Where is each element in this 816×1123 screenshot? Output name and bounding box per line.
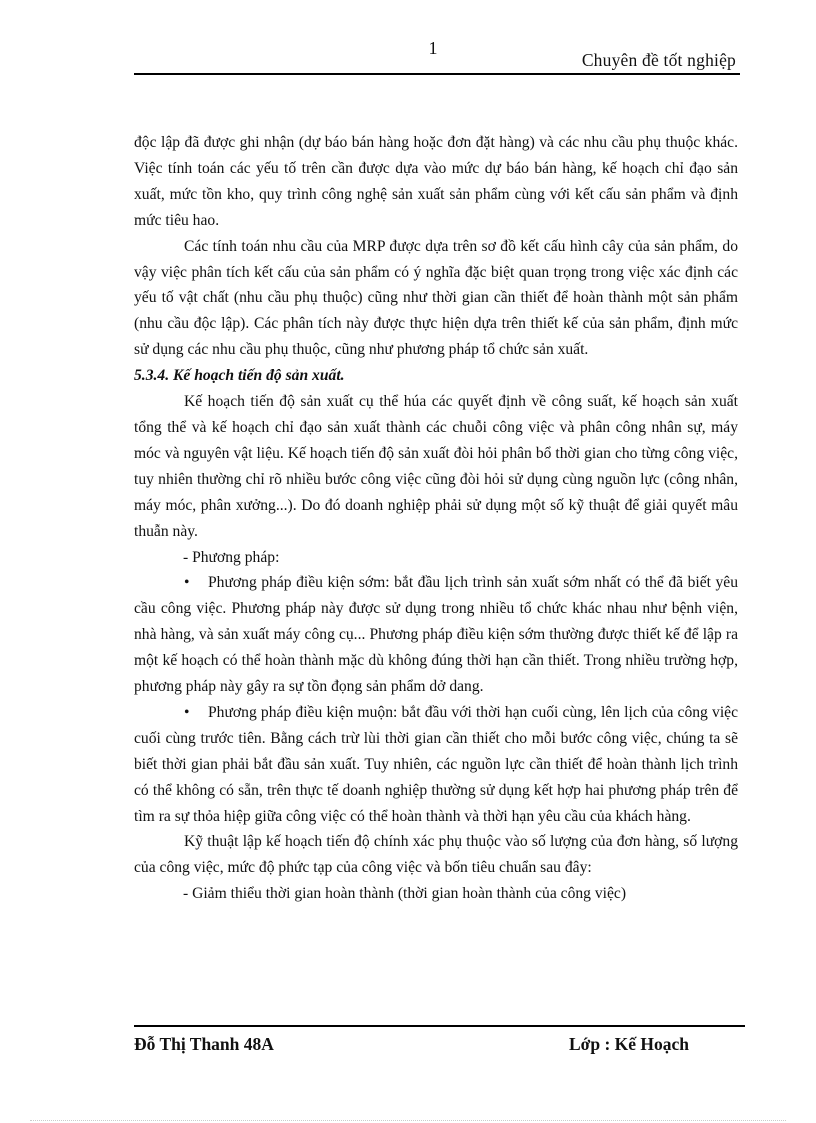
bullet-text: Phương pháp điều kiện sớm: bắt đầu lịch trình sản xuất sớm nhất có thể đã biết yêu cầu công việc. Phương pháp này được sử dụng trong nhiều tổ chức khác nhau như bệnh viện, nhà hàng, và sản xuất máy công cụ... Phương pháp điều kiện sớm thường được thiết kế để lập ra một kế hoạch có thể hoàn thành mặc dù không đúng thời hạn cần thiết. Trong nhiều trường hợp, phương pháp này gây ra sự tồn đọng sản phẩm dở dang.	[134, 574, 738, 696]
page-edge-dotted-line	[30, 1120, 786, 1121]
paragraph-continuation: độc lập đã được ghi nhận (dự báo bán hàng hoặc đơn đặt hàng) và các nhu cầu phụ thuộc khác. Việc tính toán các yếu tố trên cần được dựa vào mức dự báo bán hàng, kế hoạch chỉ đạo sản xuất, mức tồn kho, quy trình công nghệ sản xuất sản phẩm cùng với kết cấu sản phẩm và định mức tiêu hao.	[134, 134, 738, 229]
page-number: 1	[428, 38, 438, 58]
footer-author: Đỗ Thị Thanh 48A	[134, 1034, 274, 1054]
bullet-icon: •	[184, 574, 190, 592]
paragraph-scheduling: Kế hoạch tiến độ sản xuất cụ thể húa các quyết định về công suất, kế hoạch sản xuất tổng thể và kế hoạch chỉ đạo sản xuất thành các chuỗi công việc và phân công nhân sự, máy móc và nguyên vật liệu. Kế hoạch tiến độ sản xuất đòi hỏi phân bổ thời gian cho từng công việc, tuy nhiên thường chỉ rõ nhiều bước công việc cũng đòi hỏi sử dụng cùng nguồn lực (công nhân, máy móc, phân xưởng...). Do đó doanh nghiệp phải sử dụng một số kỹ thuật để giải quyết mâu thuẫn này.	[134, 393, 738, 540]
header-divider	[134, 73, 740, 75]
document-body	[134, 130, 738, 907]
footer-class: Lớp : Kế Hoạch	[569, 1034, 690, 1054]
bullet-late-method	[134, 700, 738, 830]
methods-label: - Phương pháp:	[183, 548, 280, 566]
header-title: Chuyên đề tốt nghiệp	[581, 50, 736, 70]
section-heading: 5.3.4. Kế hoạch tiến độ sản xuất.	[134, 367, 345, 385]
criterion-item: - Giảm thiểu thời gian hoàn thành (thời gian hoàn thành của công việc)	[183, 885, 627, 903]
bullet-text: Phương pháp điều kiện muộn: bắt đầu với thời hạn cuối cùng, lên lịch của công việc cuối cùng trước tiên. Bằng cách trừ lùi thời gian cần thiết cho mỗi bước công việc, chúng ta sẽ biết thời gian phải bắt đầu sản xuất. Tuy nhiên, các nguồn lực cần thiết để hoàn thành lịch trình có thể không có sẵn, trên thực tế doanh nghiệp thường sử dụng kết hợp hai phương pháp trên để tìm ra sự thỏa hiệp giữa công việc có thể hoàn thành và thời hạn yêu cầu của khách hàng.	[134, 703, 738, 825]
bullet-icon: •	[184, 703, 190, 721]
paragraph-technique: Kỹ thuật lập kế hoạch tiến độ chính xác phụ thuộc vào số lượng của đơn hàng, số lượng của công việc, mức độ phức tạp của công việc và bốn tiêu chuẩn sau đây:	[134, 833, 738, 877]
footer-divider	[134, 1025, 745, 1027]
bullet-early-method	[134, 570, 738, 700]
paragraph-mrp: Các tính toán nhu cầu của MRP được dựa trên sơ đồ kết cấu hình cây của sản phẩm, do vậy việc phân tích kết cấu của sản phẩm có ý nghĩa đặc biệt quan trọng trong việc xác định các yếu tố vật chất (nhu cầu phụ thuộc) cũng như thời gian cần thiết để hoàn thành một sản phẩm (nhu cầu độc lập). Các phân tích này được thực hiện dựa trên thiết kế của sản phẩm, định mức sử dụng các nhu cầu phụ thuộc, cũng như phương pháp tổ chức sản xuất.	[134, 237, 738, 359]
